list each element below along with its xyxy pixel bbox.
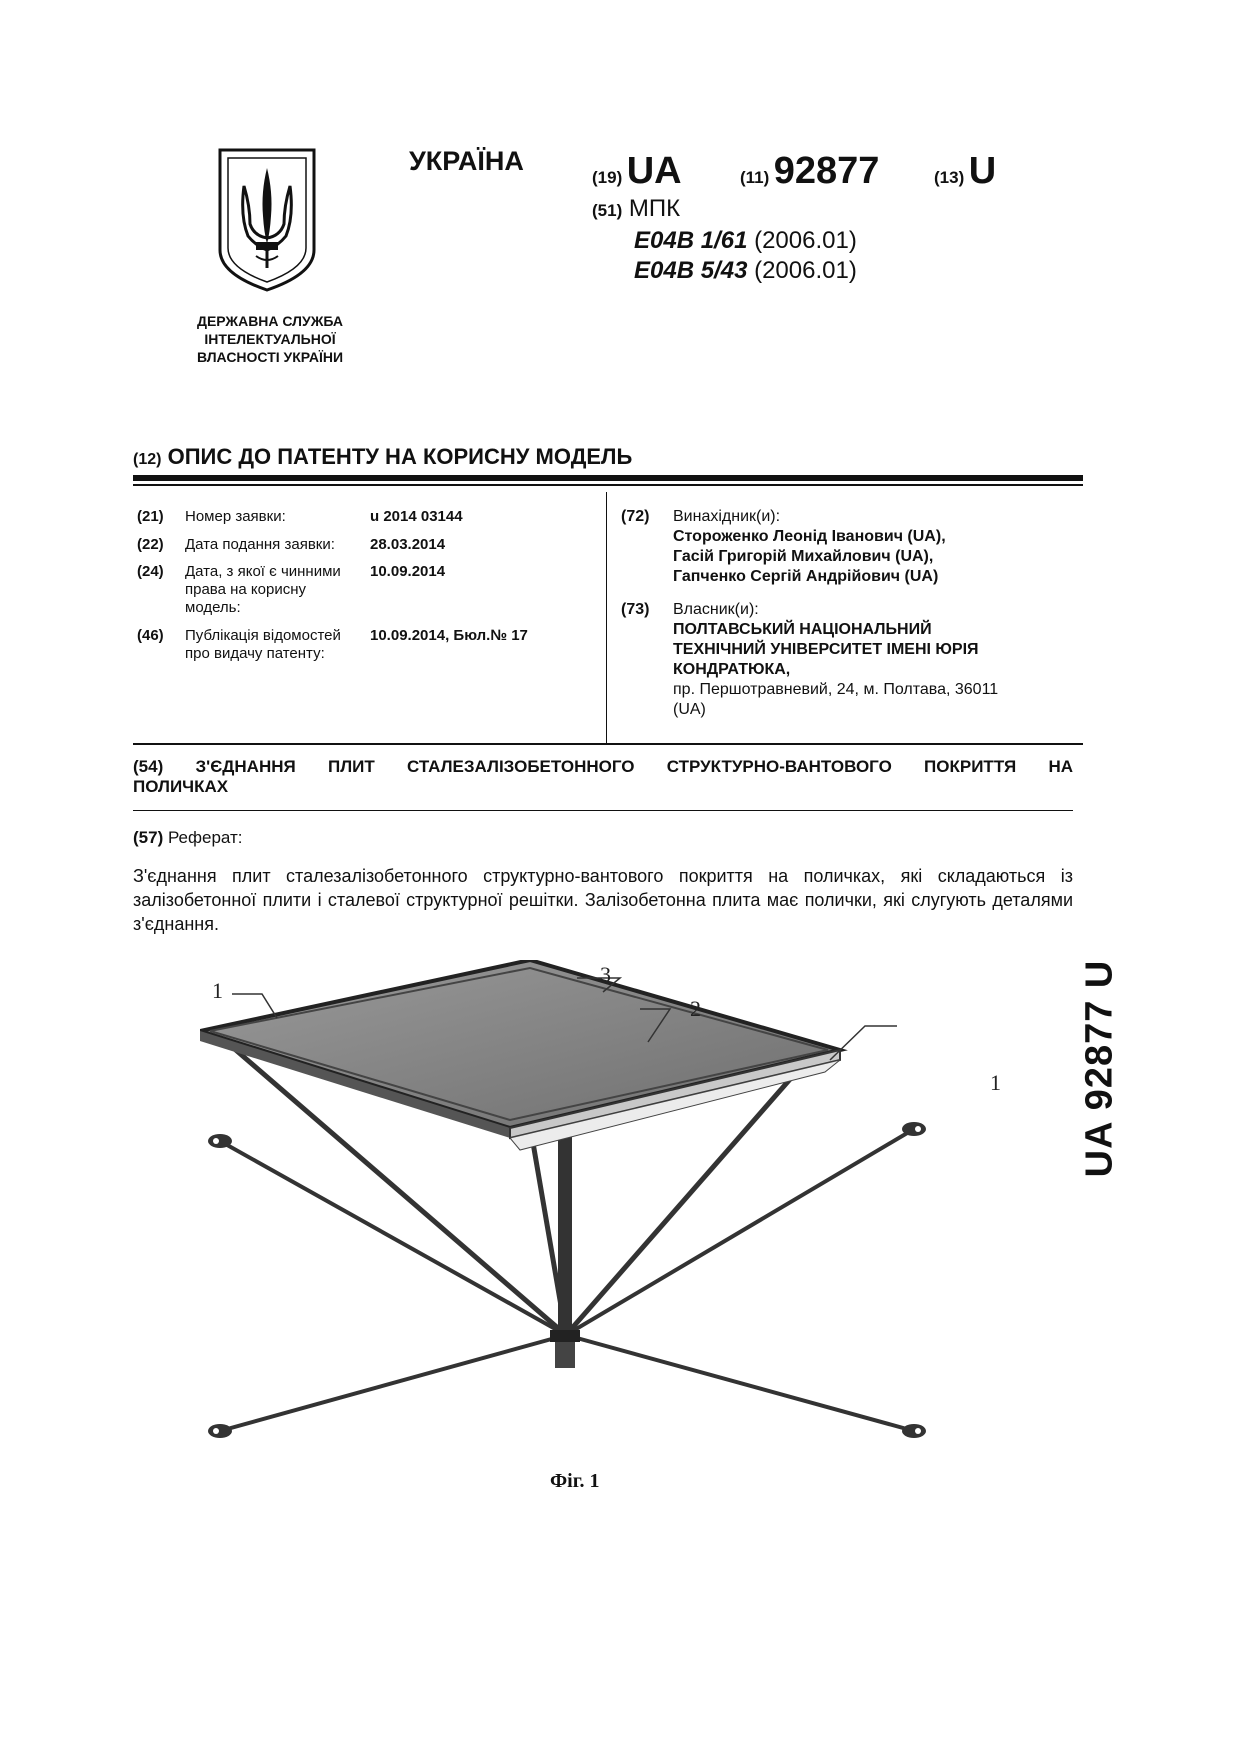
abstract-label: Реферат: [167, 828, 243, 847]
field-label: Публікація відомостей про видачу патенту: [185, 627, 341, 662]
abstract-heading [133, 828, 243, 848]
document-kind [934, 150, 996, 193]
ipc-class-row [592, 256, 857, 286]
figure-label: 1 [212, 978, 223, 1003]
code13-label: (13) [934, 168, 965, 187]
owner-name: ТЕХНІЧНИЙ УНІВЕРСИТЕТ ІМЕНІ ЮРІЯ [673, 641, 979, 658]
field-value: u 2014 03144 [370, 508, 463, 525]
mpk-title: МПК [628, 195, 681, 222]
field-label: Винахідник(и): [673, 508, 781, 525]
figure-caption: Фіг. 1 [550, 1470, 600, 1492]
ipc-class-row [592, 226, 857, 256]
divider [133, 484, 1083, 486]
field-owner [621, 600, 1081, 730]
field-code: (24) [137, 563, 164, 580]
inventor-name: Гасій Григорій Михайлович (UA), [673, 548, 934, 565]
field-label: Власник(и): [673, 601, 759, 618]
divider [133, 810, 1073, 811]
field-value: 10.09.2014, Бюл.№ 17 [370, 627, 528, 644]
code11-value: 92877 [773, 150, 880, 192]
code13-value: U [968, 150, 997, 192]
title-text: ОПИС ДО ПАТЕНТУ НА КОРИСНУ МОДЕЛЬ [167, 444, 633, 469]
document-title [133, 444, 632, 470]
field-inventors [621, 507, 1081, 591]
field-code: (22) [137, 536, 164, 553]
code11-label: (11) [740, 168, 770, 187]
field-label: Номер заявки: [185, 508, 286, 525]
column-divider [606, 492, 607, 743]
field-value: 28.03.2014 [370, 536, 446, 553]
field-value: 10.09.2014 [370, 563, 446, 580]
field-label: Дата, з якої є чинними права на корисну модель: [185, 563, 341, 616]
field-application-number [137, 508, 697, 528]
owner-address: пр. Першотравневий, 24, м. Полтава, 36011 [673, 681, 999, 698]
field-code: (73) [621, 601, 650, 618]
inventor-name: Гапченко Сергій Андрійович (UA) [673, 568, 939, 585]
agency-name: ДЕРЖАВНА СЛУЖБА ІНТЕЛЕКТУАЛЬНОЇ ВЛАСНОСТІ УКРАЇНИ [196, 313, 344, 365]
ipc-class-code: E04B 5/43 [634, 257, 748, 284]
country-name: УКРАЇНА [409, 146, 524, 176]
code19-value: UA [626, 150, 682, 192]
field-code: (21) [137, 508, 164, 525]
inventor-name: Стороженко Леонід Іванович (UA), [673, 528, 946, 545]
ipc-class-year: (2006.01) [754, 227, 857, 254]
ipc-class-year: (2006.01) [754, 257, 857, 284]
title-label: (12) [133, 451, 162, 468]
state-emblem-icon [214, 146, 320, 294]
patent-figure [200, 960, 1060, 1450]
patent-number [740, 150, 879, 193]
field-code: (46) [137, 627, 164, 644]
invention-title-code: (54) [133, 757, 164, 776]
owner-address: (UA) [673, 701, 706, 718]
figure-label: 3 [600, 962, 611, 987]
abstract-text: З'єднання плит сталезалізобетонного структурно-вантового покриття на поличках, які складаються із залізобетонної плити і сталевої структурної решітки. Залізобетонна плита має полички, які слугують деталями з'єднання. [133, 866, 1073, 934]
invention-title-line2: ПОЛИЧКАХ [133, 777, 229, 796]
abstract-code: (57) [133, 828, 164, 847]
ipc-class-code: E04B 1/61 [634, 227, 748, 254]
ipc-classification [592, 194, 857, 286]
mpk-label: (51) [592, 201, 623, 220]
invention-title-line1: З'ЄДНАННЯ ПЛИТ СТАЛЕЗАЛІЗОБЕТОННОГО СТРУКТУРНО-ВАНТОВОГО ПОКРИТТЯ НА [195, 757, 1074, 776]
field-effective-date [137, 563, 697, 623]
owner-name: ПОЛТАВСЬКИЙ НАЦІОНАЛЬНИЙ [673, 621, 932, 638]
code19-label: (19) [592, 168, 623, 187]
figure-label: 1 [990, 1070, 1001, 1095]
country-code [592, 150, 682, 193]
invention-title [133, 757, 1073, 777]
field-publication [137, 627, 697, 667]
divider [133, 743, 1083, 745]
divider [133, 475, 1083, 481]
side-stamp-text: UA 92877 U [1078, 959, 1121, 1178]
field-filing-date [137, 536, 697, 556]
field-code: (72) [621, 508, 650, 525]
figure-label: 2 [690, 996, 701, 1021]
owner-name: КОНДРАТЮКА, [673, 661, 791, 678]
field-label: Дата подання заявки: [185, 536, 335, 553]
